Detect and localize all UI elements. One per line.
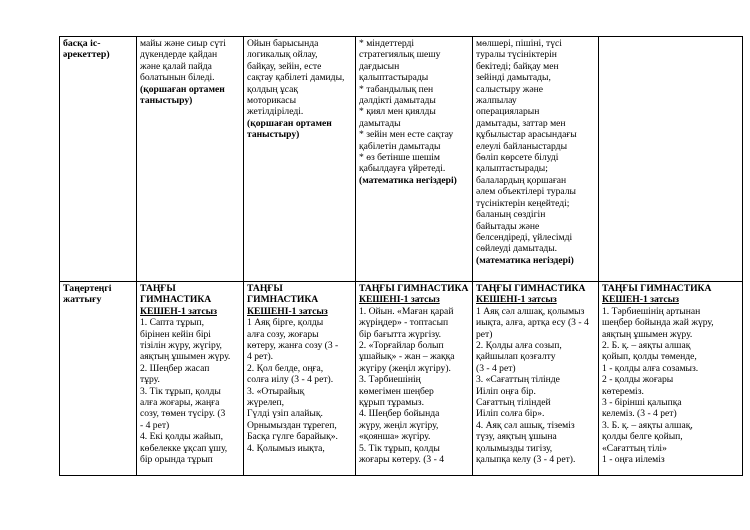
text-line: көбелекке ұқсап ұшу, (140, 442, 228, 454)
table-row (60, 282, 743, 476)
text-line: Иіліп оңға бір. (476, 385, 536, 397)
text-line: аяқтың ұшымен жүру. (140, 351, 231, 363)
text-line: созу, төмен түсіру. (3 (140, 408, 226, 420)
text-line: қойып, қолды төменде, (602, 351, 697, 363)
plan-table (59, 36, 743, 476)
table-cell (244, 282, 356, 476)
text-line: салыстыру және (476, 83, 543, 95)
text-line: КЕШЕН-1 затсыз (140, 305, 217, 317)
text-line: (математика негіздері) (359, 174, 457, 186)
text-line: қолымызды тигізу, (476, 442, 553, 454)
text-line: тұру. (140, 374, 160, 386)
text-line: 3. Тәрбиешінің (359, 374, 421, 386)
text-line: белсендіреді, үйлесімді (476, 231, 573, 243)
text-line: (3 - 4 рет) (476, 362, 516, 374)
text-line: «қоянша» жүгіру. (359, 431, 431, 443)
text-line: көтеру, жанға созу (3 - (247, 340, 339, 352)
text-line: аяқтың ұшымен жүру. (602, 328, 693, 340)
text-line: 2 - қолды жоғары (602, 374, 674, 386)
text-line: 1 Аяқ сәл алшақ, қолымыз (476, 305, 585, 317)
text-line: тізілін жүру, жүгіру, (140, 340, 222, 352)
text-line: 2. Шеңбер жасап (140, 362, 210, 374)
text-line: қабылдауға үйретеді. (359, 163, 446, 175)
text-line: «Сағаттың тілі» (602, 442, 667, 454)
text-line: қолдың ұсақ (247, 83, 299, 95)
text-line: 5. Тік тұрып, қолды (359, 442, 440, 454)
text-line: көмегімен шеңбер (359, 385, 434, 397)
text-line: қалыпқа келу (3 - 4 рет). (476, 454, 576, 466)
text-line: * өз бетінше шешім (359, 152, 440, 164)
text-line: КЕШЕН-1 затсыз (602, 294, 679, 306)
text-line: дүкендерде қайдан (140, 49, 218, 61)
row-label-cell (60, 37, 137, 282)
text-line: келеміз. (3 - 4 рет) (602, 408, 677, 420)
text-line: Таңертеңгі (63, 283, 112, 294)
text-line: бірінен кейін бірі (140, 328, 211, 340)
text-line: 2. «Торғайлар болып (359, 340, 444, 352)
text-line: ТАҢҒЫ (140, 283, 176, 294)
text-line: 1 Аяқ бірге, қолды (247, 317, 324, 329)
text-line: сөйлеуді дамытады. (476, 243, 558, 255)
text-line: 1. Сапта тұрып, (140, 317, 204, 329)
text-line: баланың сөздігін (476, 209, 546, 221)
text-line: елеулі байланыстарды (476, 140, 568, 152)
text-line: әлем объектілері туралы (476, 186, 576, 198)
text-line: Иіліп солға бір». (476, 408, 545, 420)
text-line: ГИМНАСТИКА (247, 294, 319, 306)
text-line: жүру, жеңіл жүгіру, (359, 419, 439, 431)
text-line: Сағаттың тіліндей (476, 397, 551, 409)
text-line: жаттығу (63, 294, 102, 306)
text-line: сақтау қабілеті дамиды, (247, 72, 345, 84)
text-line: 2. Қол белде, оңға, (247, 362, 324, 374)
text-line: ұшайық» - жан – жаққа (359, 351, 455, 363)
text-line: алға созу, жоғары (247, 328, 319, 340)
text-line: жүріңдер» - топтасып (359, 317, 449, 329)
table-cell (599, 37, 743, 282)
text-line: түзу, аяқтың ұшына (476, 431, 557, 443)
text-line: логикалық ойлау, (247, 49, 318, 61)
text-line: рет) (476, 328, 493, 340)
text-line: дәлдікті дамытады (359, 95, 436, 107)
text-line: * зейін мен есте сақтау (359, 129, 454, 141)
text-line: КЕШЕНІ-1 затсыз (247, 305, 328, 317)
text-line: * қиял мен қиялды (359, 106, 436, 118)
table-row (60, 37, 743, 282)
text-line: құрып тұрамыз. (359, 397, 424, 409)
text-line: 1. Тәрбиешінің артынан (602, 305, 701, 317)
text-line: алға жоғары, жаңға (140, 397, 220, 409)
text-line: қалыптастырады (359, 72, 429, 84)
text-line: Гүлді үзіп алайық. (247, 408, 323, 420)
text-line: байқау, зейін, есте (247, 60, 322, 72)
text-line: КЕШЕНІ-1 затсыз (476, 294, 557, 306)
text-line: КЕШЕНІ-1 затсыз (359, 294, 440, 306)
text-line: ТАҢҒЫ (247, 283, 283, 294)
row-label (63, 38, 134, 61)
text-line: 2. Б. қ. – аяқты алшақ (602, 340, 691, 352)
text-line: 1 - оңға иілеміз (602, 454, 665, 466)
text-line: моторикасы (247, 95, 297, 107)
text-line: 4. Аяқ сәл ашық, тіземіз (476, 419, 575, 431)
text-line: ТАҢҒЫ ГИМНАСТИКА (602, 283, 712, 294)
text-line: жетілдіріледі. (247, 106, 304, 118)
text-line: 3. «Сағаттың тілінде (476, 374, 560, 386)
text-line: Ойын барысында (247, 38, 319, 49)
text-line: 3 - бірінші қалыпқа (602, 397, 682, 409)
text-line: зейінді дамытады, (476, 72, 551, 84)
text-line: 1 - қолды алға созамыз. (602, 362, 699, 374)
text-line: (қоршаған ортамен (247, 117, 332, 129)
text-line: (қоршаған ортамен (140, 83, 225, 95)
text-line: * міндеттерді (359, 38, 415, 49)
text-line: түсініктерін кеңейтеді; (476, 197, 570, 209)
text-line: болатынын біледі. (140, 72, 215, 84)
table-cell (137, 282, 244, 476)
text-line: байытады және (476, 220, 540, 232)
text-line: қайшылап қозғалту (476, 351, 556, 363)
text-line: 3. «Отырайық (247, 385, 305, 397)
text-line: құбылыстар арасындағы (476, 129, 577, 141)
text-line: стратегиялық шешу (359, 49, 441, 61)
table-cell (356, 37, 473, 282)
text-line: ГИМНАСТИКА (140, 294, 212, 306)
table-cell (244, 37, 356, 282)
text-line: 3. Тік тұрып, қолды (140, 385, 221, 397)
text-line: 4. Екі қолды жайып, (140, 431, 224, 443)
text-line: * табандылық пен (359, 83, 434, 95)
text-line: дағдысын (359, 60, 400, 72)
document-page (59, 36, 742, 476)
text-line: бөліп көрсете білуді (476, 152, 559, 164)
text-line: бір бағытта жүргізу. (359, 328, 442, 340)
text-line: 4 рет). (247, 351, 274, 363)
text-line: және қалай пайда (140, 60, 212, 72)
text-line: қабілетін дамытады (359, 140, 441, 152)
text-line: - 4 рет) (140, 419, 170, 431)
text-line: ТАҢҒЫ ГИМНАСТИКА (359, 283, 469, 294)
text-line: майы және сиыр сүті (140, 38, 226, 49)
table-cell (473, 282, 599, 476)
text-line: жалпылау (476, 95, 517, 107)
text-line: қалыптастырады; (476, 163, 548, 175)
text-line: жүрелеп, (247, 397, 285, 409)
text-line: мөлшері, пішіні, түсі (476, 38, 562, 49)
text-line: басқа іс- (63, 38, 101, 49)
text-line: 2. Қолды алға созып, (476, 340, 562, 352)
text-line: жоғары көтеру. (3 - 4 (359, 454, 445, 466)
table-cell (137, 37, 244, 282)
text-line: жүгіру (жеңіл жүгіру). (359, 362, 451, 374)
text-line: таныстыру) (140, 95, 193, 107)
text-line: 3. Б. қ. – аяқты алшақ, (602, 419, 693, 431)
text-line: балалардың қоршаған (476, 174, 567, 186)
text-line: таныстыру) (247, 129, 300, 141)
text-line: солға иілу (3 - 4 рет). (247, 374, 334, 386)
row-label (63, 283, 134, 306)
text-line: дамытады, заттар мен (476, 117, 566, 129)
table-cell (599, 282, 743, 476)
text-line: туралы түсініктерін (476, 49, 557, 61)
text-line: 1. Ойын. «Маған қарай (359, 305, 454, 317)
table-cell (356, 282, 473, 476)
text-line: әрекеттер) (63, 49, 110, 61)
text-line: көтереміз. (602, 385, 644, 397)
text-line: дамытады (359, 117, 401, 129)
text-line: 4. Шеңбер бойында (359, 408, 440, 420)
text-line: бекітеді; байқау мен (476, 60, 559, 72)
text-line: 4. Қолымыз иықта, (247, 442, 325, 454)
table-cell (473, 37, 599, 282)
text-line: Орнымыздан тұрегеп, (247, 419, 337, 431)
text-line: операцияларын (476, 106, 540, 118)
row-label-cell (60, 282, 137, 476)
text-line: (математика негіздері) (476, 254, 574, 266)
text-line: шеңбер бойында жай жүру, (602, 317, 714, 329)
text-line: иықта, алға, артқа есу (3 - 4 (476, 317, 589, 329)
text-line: Басқа гүлге барайық». (247, 431, 338, 443)
text-line: қолды белге қойып, (602, 431, 683, 443)
text-line: ТАҢҒЫ ГИМНАСТИКА (476, 283, 586, 294)
text-line: бір орында тұрып (140, 454, 213, 466)
